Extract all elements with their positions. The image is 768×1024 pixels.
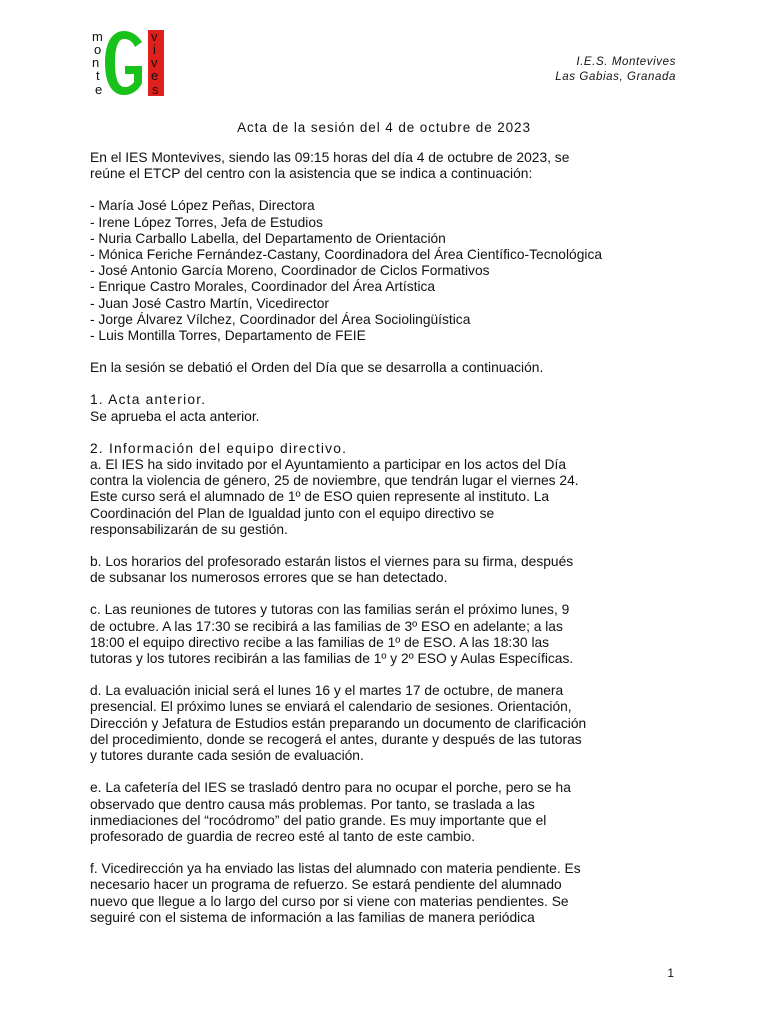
attendee-list [90,198,690,344]
item2d-line: del procedimiento, donde se recogerá el antes, durante y después de las tutoras [90,731,582,747]
item2f-line: nuevo que llegue a lo largo del curso por si viene con materias pendientes. Se [90,893,569,909]
logo-letter-n: n [92,55,100,70]
item2b-line: b. Los horarios del profesorado estarán listos el viernes para su firma, después [90,554,574,570]
logo-letter-s: s [152,82,159,97]
item2e-line: observado que dentro causa más problemas. Por tanto, se traslada a las [90,796,535,812]
school-header [555,55,676,85]
intro-line-2: reúne el ETCP del centro con la asistencia que se indica a continuación: [90,166,533,182]
item2c-line: de octubre. A las 17:30 se recibirá a las familias de 3º ESO en adelante; a las [90,618,563,634]
item2c-line: 18:00 el equipo directivo recibe a las familias de 1º de ESO. A las 18:30 las [90,634,550,650]
item2b-line: de subsanar los numerosos errores que se han detectado. [90,570,448,586]
attendee-item: - Juan José Castro Martín, Vicedirector [90,295,329,311]
logo-letter-m: m [92,29,103,44]
attendee-item: - Jorge Álvarez Vílchez, Coordinador del Área Sociolingüística [90,311,471,327]
document-title: Acta de la sesión del 4 de octubre de 2023 [237,120,531,135]
item1-text: Se aprueba el acta anterior. [90,408,260,424]
item2e-line: profesorado de guardia de recreo esté al tanto de este cambio. [90,828,476,844]
montevives-logo-graphic [90,28,166,98]
intro-line-1: En el IES Montevives, siendo las 09:15 horas del día 4 de octubre de 2023, se [90,150,570,165]
item2d-line: presencial. El próximo lunes se enviará el calendario de sesiones. Orientación, [90,699,572,715]
document-body [90,150,690,926]
attendee-item: - Enrique Castro Morales, Coordinador del Área Artística [90,279,436,295]
item2d-line: Dirección y Jefatura de Estudios están preparando un documento de clarificación [90,715,587,731]
school-logo [90,28,166,98]
attendee-item: - María José López Peñas, Directora [90,198,315,214]
attendee-item: - Irene López Torres, Jefa de Estudios [90,214,323,230]
item2c-line: c. Las reuniones de tutores y tutoras con las familias serán el próximo lunes, 9 [90,602,570,618]
item2a-line: a. El IES ha sido invitado por el Ayuntamiento a participar en los actos del Día [90,457,567,473]
item2e-line: e. La cafetería del IES se trasladó dentro para no ocupar el porche, pero se ha [90,780,571,796]
logo-letter-e: e [95,82,103,97]
attendee-item: - José Antonio García Moreno, Coordinador de Ciclos Formativos [90,263,490,279]
item2a-line: Coordinación del Plan de Igualdad junto con el equipo directivo se [90,505,495,521]
logo-letter-t: t [96,68,100,83]
item2f-line: f. Vicedirección ya ha enviado las listas del alumnado con materia pendiente. Es [90,861,581,877]
session-intro: En la sesión se debatió el Orden del Día que se desarrolla a continuación. [90,360,544,376]
attendee-item: - Mónica Feriche Fernández-Castany, Coordinadora del Área Científico-Tecnológica [90,247,603,263]
logo-letter-i: i [153,42,156,57]
school-location: Las Gabias, Granada [555,71,676,83]
logo-letter-o: o [94,42,102,57]
item2d-line: d. La evaluación inicial será el lunes 16 y el martes 17 de octubre, de manera [90,683,564,699]
item2d-line: y tutores durante cada sesión de evaluación. [90,748,364,764]
item2e-line: inmediaciones del “rocódromo” del patio grande. Es muy importante que el [90,812,547,828]
item1-heading: 1. Acta anterior. [90,392,207,408]
item2a-line: Este curso será el alumnado de 1º de ESO quien represente al instituto. La [90,489,550,505]
item2c-line: tutoras y los tutores recibirán a las familias de 1º y 2º ESO y Aulas Específicas. [90,651,574,667]
item2a-line: contra la violencia de género, 25 de noviembre, que tendrán lugar el viernes 24. [90,473,579,489]
attendee-item: - Luis Montilla Torres, Departamento de FEIE [90,328,366,344]
logo-letter-v2: v [151,55,158,70]
school-name: I.E.S. Montevives [576,56,676,68]
item2f-line: seguiré con el sistema de información a las familias de manera periódica [90,909,535,925]
page-number: 1 [667,966,674,980]
logo-letter-e2: e [151,68,159,83]
attendee-item: - Nuria Carballo Labella, del Departamento de Orientación [90,230,446,246]
logo-g-shape [105,31,142,95]
item2f-line: necesario hacer un programa de refuerzo. Se estará pendiente del alumnado [90,877,562,893]
item2a-line: responsabilizarán de su gestión. [90,521,288,537]
logo-letter-v1: v [151,29,158,44]
item2-heading: 2. Información del equipo directivo. [90,440,348,456]
